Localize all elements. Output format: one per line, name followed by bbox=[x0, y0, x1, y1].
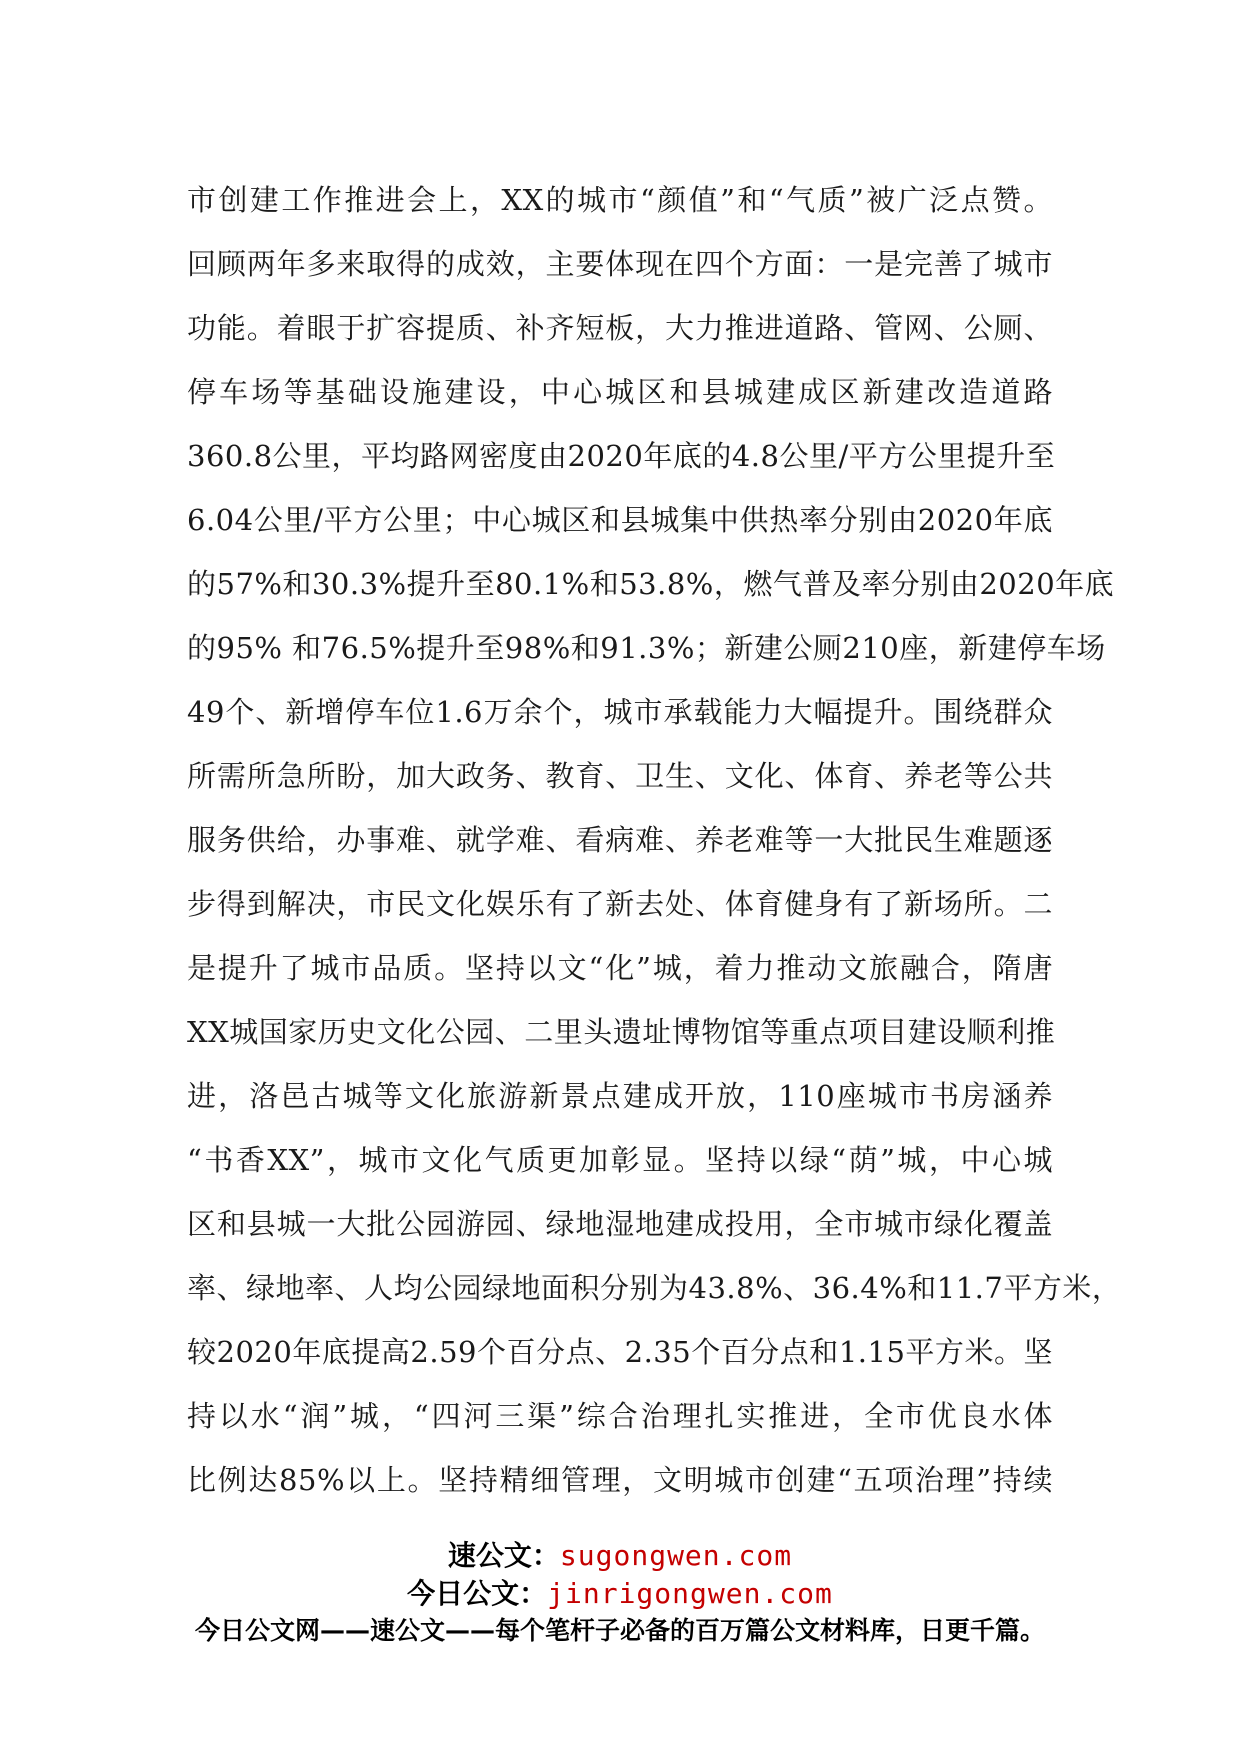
text-line: 停车场等基础设施建设，中心城区和县城建成区新建改造道路 bbox=[187, 375, 1053, 409]
site-label: 今日公文： bbox=[407, 1577, 548, 1610]
text-line: XX城国家历史文化公园、二里头遗址博物馆等重点项目建设顺利推 bbox=[187, 1015, 1056, 1049]
footer-site-jinrigongwen bbox=[0, 1576, 1240, 1612]
text-line: 步得到解决，市民文化娱乐有了新去处、体育健身有了新场所。二 bbox=[187, 887, 1053, 921]
text-line: 市创建工作推进会上，XX的城市“颜值”和“气质”被广泛点赞。 bbox=[187, 183, 1053, 217]
site-link[interactable]: jinrigongwen.com bbox=[547, 1577, 833, 1610]
text-line: 服务供给，办事难、就学难、看病难、养老难等一大批民生难题逐 bbox=[187, 823, 1053, 857]
text-line: 360.8公里，平均路网密度由2020年底的4.8公里/平方公里提升至 bbox=[187, 439, 1056, 473]
text-line: 所需所急所盼，加大政务、教育、卫生、文化、体育、养老等公共 bbox=[187, 759, 1053, 793]
footer-slogan bbox=[0, 1614, 1240, 1648]
text-line: 回顾两年多来取得的成效，主要体现在四个方面：一是完善了城市 bbox=[187, 247, 1053, 281]
footer-site-sugongwen bbox=[0, 1538, 1240, 1574]
body-paragraph bbox=[187, 168, 1122, 1512]
text-line: “书香XX”，城市文化气质更加彰显。坚持以绿“荫”城，中心城 bbox=[187, 1143, 1053, 1177]
slogan-text: 今日公文网——速公文——每个笔杆子必备的百万篇公文材料库，日更千篇。 bbox=[194, 1616, 1045, 1645]
text-line: 的95% 和76.5%提升至98%和91.3%；新建公厕210座，新建停车场 bbox=[187, 631, 1106, 665]
text-line: 较2020年底提高2.59个百分点、2.35个百分点和1.15平方米。坚 bbox=[187, 1335, 1053, 1369]
site-label: 速公文： bbox=[447, 1539, 560, 1572]
text-line: 率、绿地率、人均公园绿地面积分别为43.8%、36.4%和11.7平方米， bbox=[187, 1271, 1122, 1305]
text-line: 区和县城一大批公园游园、绿地湿地建成投用，全市城市绿化覆盖 bbox=[187, 1207, 1053, 1241]
text-line: 是提升了城市品质。坚持以文“化”城，着力推动文旅融合，隋唐 bbox=[187, 951, 1053, 985]
text-line: 持以水“润”城，“四河三渠”综合治理扎实推进，全市优良水体 bbox=[187, 1399, 1053, 1433]
text-line: 进，洛邑古城等文化旅游新景点建成开放，110座城市书房涵养 bbox=[187, 1079, 1053, 1113]
text-line: 比例达85%以上。坚持精细管理，文明城市创建“五项治理”持续 bbox=[187, 1463, 1053, 1497]
text-line: 的57%和30.3%提升至80.1%和53.8%，燃气普及率分别由2020年底 bbox=[187, 567, 1115, 601]
site-link[interactable]: sugongwen.com bbox=[559, 1539, 793, 1572]
text-line: 功能。着眼于扩容提质、补齐短板，大力推进道路、管网、公厕、 bbox=[187, 311, 1053, 345]
text-line: 49个、新增停车位1.6万余个，城市承载能力大幅提升。围绕群众 bbox=[187, 695, 1053, 729]
text-line: 6.04公里/平方公里；中心城区和县城集中供热率分别由2020年底 bbox=[187, 503, 1053, 537]
